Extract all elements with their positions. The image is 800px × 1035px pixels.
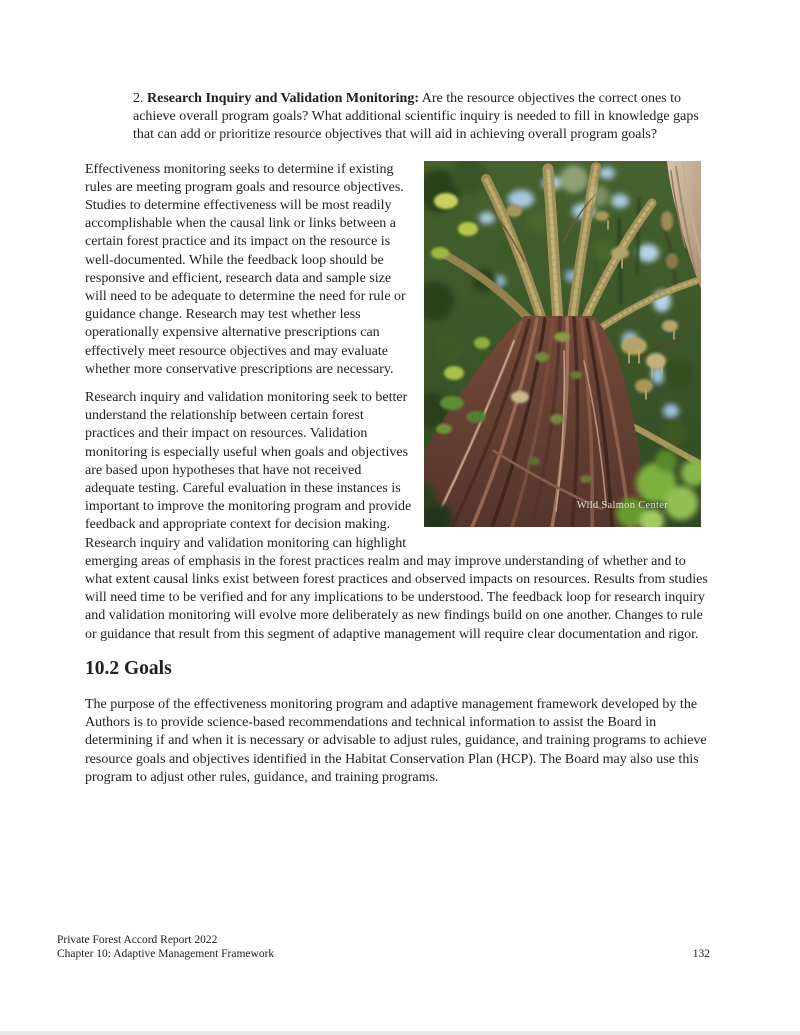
body-paragraph-goals: The purpose of the effectiveness monitoring program and adaptive management framework developed by the Authors is to provide science-based recommendations and technical information to assist the Board in determining if and when it is necessary or advisable to adjust rules, guidance, and training programs to achieve resource goals and objectives identified in the Habitat Conservation Plan (HCP). The Board may also use this program to adjust other rules, guidance, and training programs.: [85, 696, 707, 785]
page-footer: [57, 933, 710, 961]
photo-credit: Wild Salmon Center: [576, 500, 668, 512]
numbered-list-item: [133, 90, 705, 145]
footer-report-title: Private Forest Accord Report 2022: [57, 934, 218, 946]
text-with-photo-section: [85, 161, 715, 644]
old-growth-tree-photo: [424, 161, 701, 527]
body-paragraph-research-inquiry: Research inquiry and validation monitoring seek to better understand the relationship between certain forest practices and their impact on resources. Validation monitoring is especially useful when goals and objectives are based upon hypotheses that have not received adequate testing. Careful evaluation in these instances is important to improve the monitoring program and provide feedback and appropriate context for decision making. Research inquiry and validation monitoring can highlight emerging areas of emphasis in the forest practices realm and may improve understanding of whether and to what extent causal links exist between forest practices and observed impacts on resources. Results from studies will need time to be verified and for any implications to be understood. The feedback loop for research inquiry and validation monitoring will evolve more deliberately as new findings build on one another. Changes to rule or guidance that result from this segment of adaptive management will require clear documentation and rigor.: [85, 390, 708, 642]
tree-photo-illustration: [424, 161, 701, 527]
list-item-text: Are the resource objectives the correct ones to achieve overall program goals? What additional scientific inquiry is needed to fill in knowledge gaps that can add or prioritize resource objectives that will aid in achieving overall program goals?: [133, 91, 699, 143]
page-bottom-edge: [0, 1031, 800, 1035]
footer-report-info: [57, 933, 274, 961]
footer-chapter-title: Chapter 10: Adaptive Management Framework: [57, 948, 275, 960]
body-paragraph-effectiveness: Effectiveness monitoring seeks to determine if existing rules are meeting program goals and resource objectives. Studies to determine effectiveness will be most readily accomplishable when the causal link or links between a certain forest practice and its impact on the resource is well-documented. While the feedback loop should be responsive and efficient, research data and sample size will need to be adequate to determine the need for rule or guidance change. Research may test whether less operationally expensive alternative prescriptions can effectively meet resource objectives and may evaluate whether more conservative prescriptions are necessary.: [85, 161, 406, 377]
list-item-title: Research Inquiry and Validation Monitoring:: [147, 91, 420, 106]
section-heading-goals: 10.2 Goals: [85, 657, 172, 679]
list-item-number: 2.: [133, 91, 144, 106]
page-content: [85, 0, 715, 787]
page-number: 132: [692, 948, 710, 960]
